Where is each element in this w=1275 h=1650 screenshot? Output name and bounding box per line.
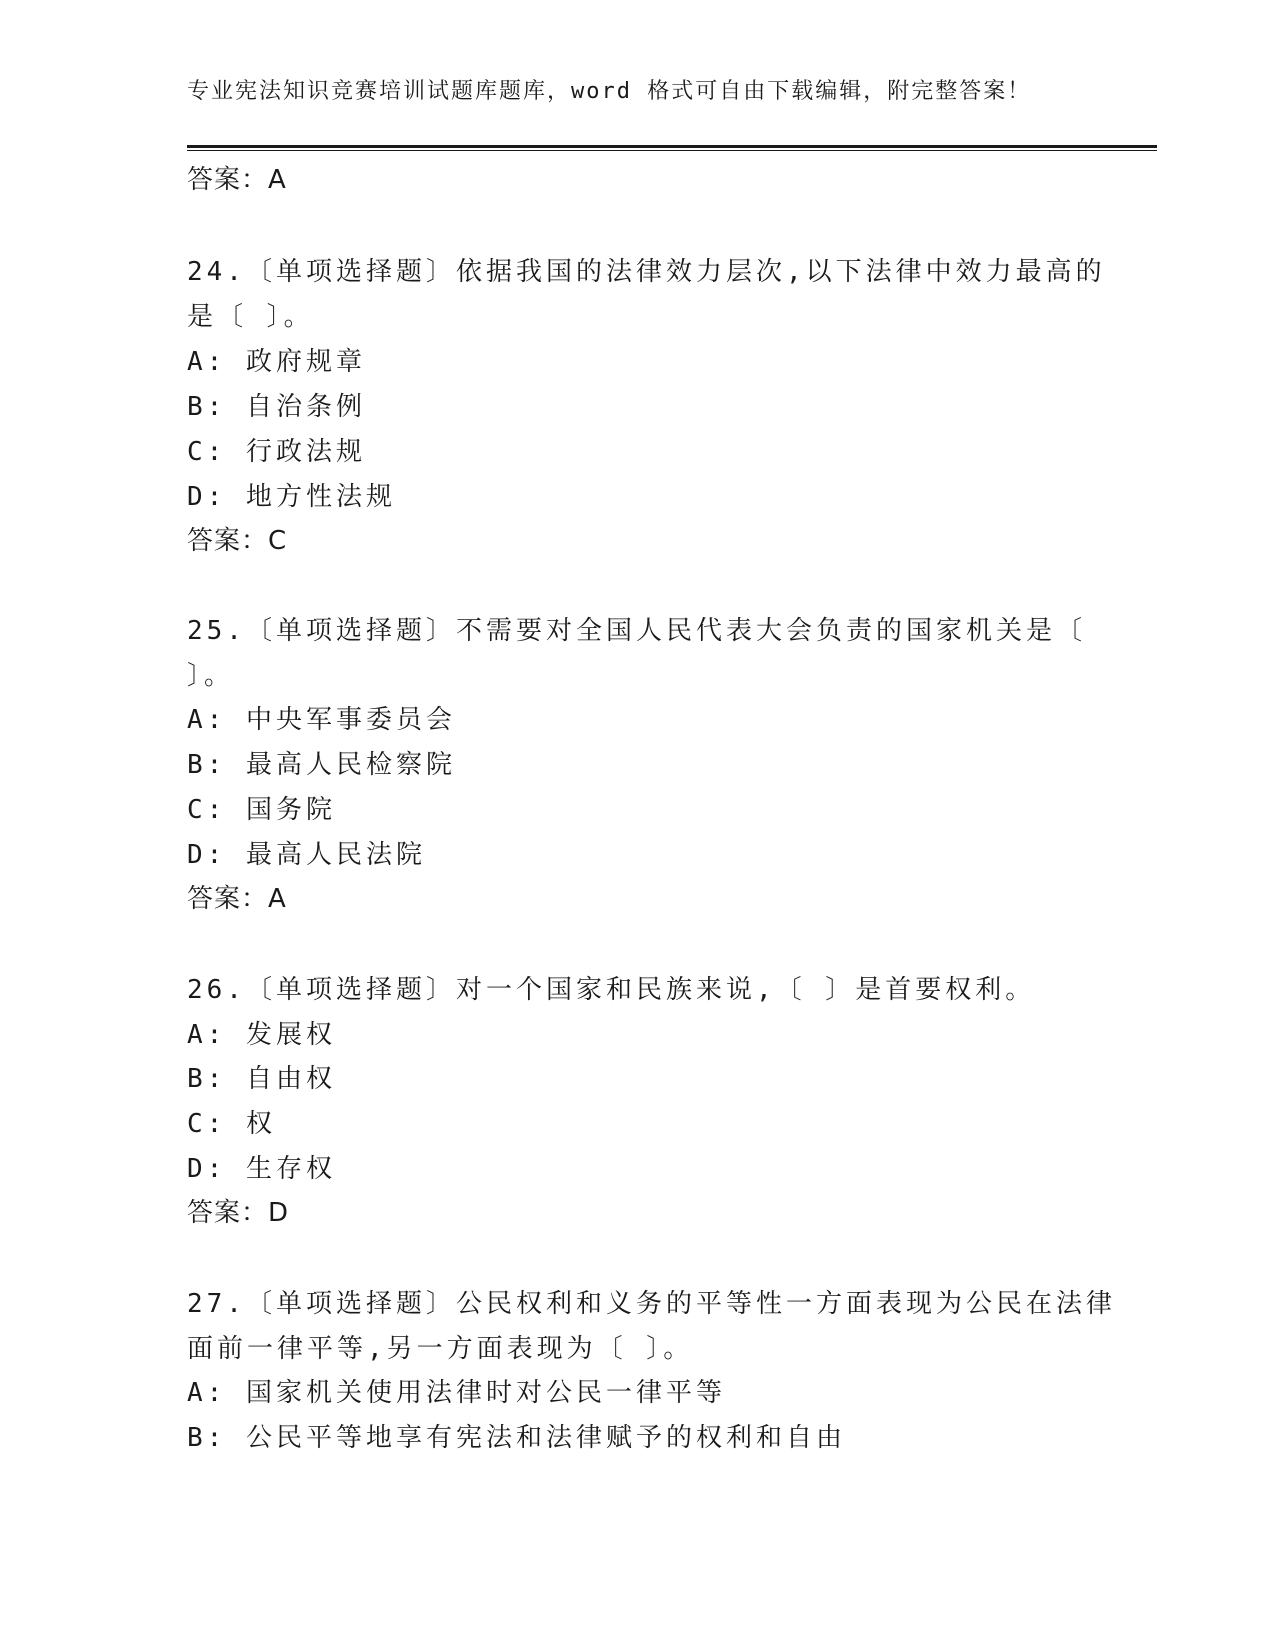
header-rule-thin <box>187 150 1157 151</box>
option-line: D: 最高人民法院 <box>187 840 426 870</box>
answer-line: 答案：C <box>187 526 288 556</box>
option-line: C: 权 <box>187 1109 276 1139</box>
answer-line: 答案：D <box>187 1198 290 1228</box>
option-line: A: 中央军事委员会 <box>187 705 456 735</box>
question-line: 27.〔单项选择题〕公民权利和义务的平等性一方面表现为公民在法律 <box>187 1289 1116 1319</box>
option-line: C: 国务院 <box>187 795 336 825</box>
option-line: C: 行政法规 <box>187 437 366 467</box>
option-line: A: 国家机关使用法律时对公民一律平等 <box>187 1378 726 1408</box>
option-line: A: 政府规章 <box>187 347 366 377</box>
question-line: 面前一律平等,另一方面表现为〔 〕。 <box>187 1334 694 1364</box>
option-line: B: 公民平等地享有宪法和法律赋予的权利和自由 <box>187 1423 846 1453</box>
page-header: 专业宪法知识竞赛培训试题库题库，word 格式可自由下载编辑，附完整答案！ <box>187 79 1032 104</box>
question-line: 是〔 〕。 <box>187 302 314 332</box>
header-rule-thick <box>187 145 1157 148</box>
option-line: B: 自由权 <box>187 1064 336 1094</box>
option-line: B: 最高人民检察院 <box>187 750 456 780</box>
answer-line: 答案：A <box>187 165 287 195</box>
answer-line: 答案：A <box>187 884 287 914</box>
option-line: B: 自治条例 <box>187 392 366 422</box>
option-line: A: 发展权 <box>187 1020 336 1050</box>
question-line: 24.〔单项选择题〕依据我国的法律效力层次,以下法律中效力最高的 <box>187 257 1106 287</box>
question-line: 26.〔单项选择题〕对一个国家和民族来说,〔 〕是首要权利。 <box>187 975 1036 1005</box>
question-line: 〕。 <box>187 661 235 691</box>
question-line: 25.〔单项选择题〕不需要对全国人民代表大会负责的国家机关是〔 <box>187 616 1086 646</box>
option-line: D: 生存权 <box>187 1154 336 1184</box>
option-line: D: 地方性法规 <box>187 482 396 512</box>
